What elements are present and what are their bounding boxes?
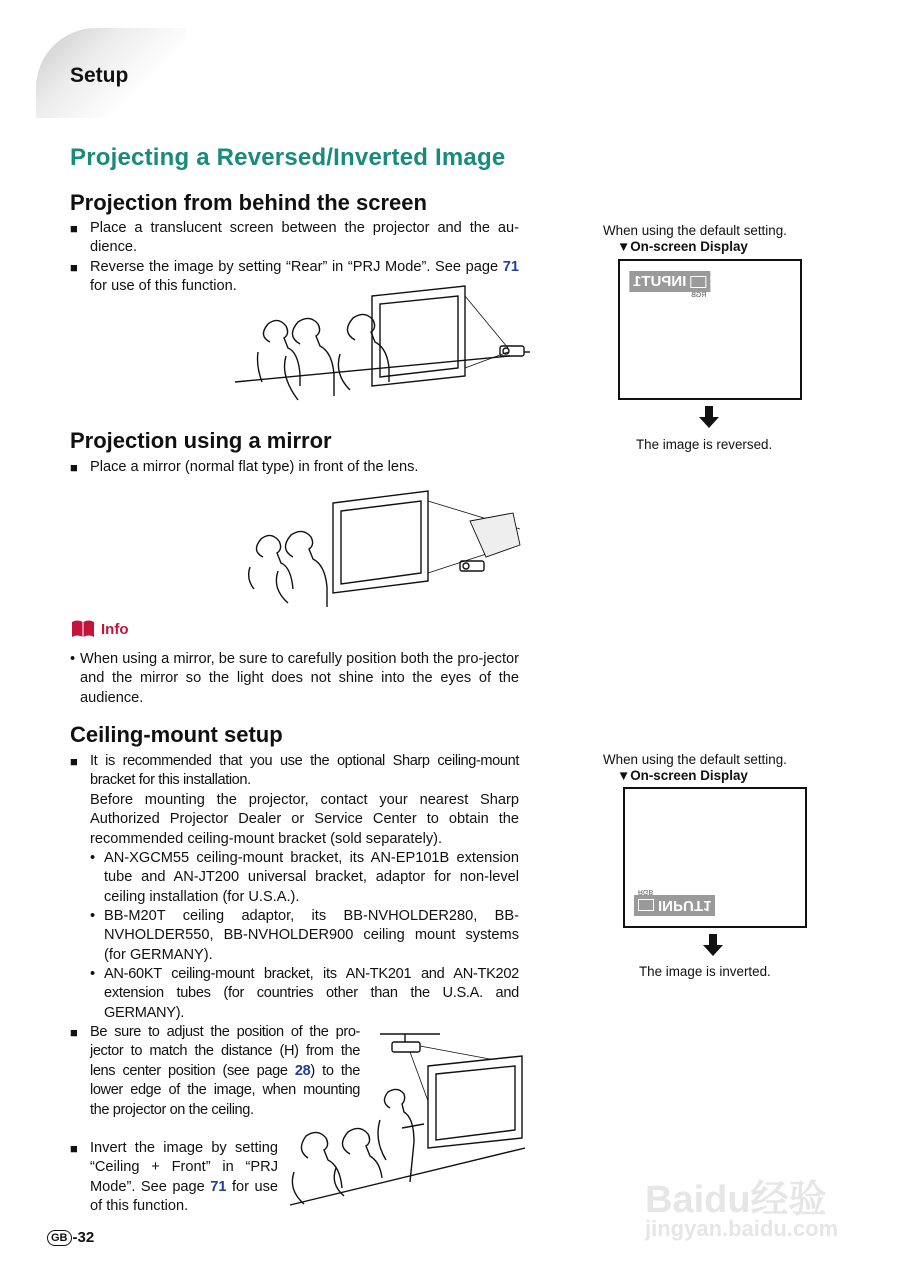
mirror-bullet-1: ■ Place a mirror (normal flat type) in front of the lens. xyxy=(70,458,519,477)
info-label: Info xyxy=(101,621,129,638)
rear-bullet-1: ■ Place a translucent screen between the projector and the au-dience. xyxy=(70,219,519,258)
osd2-result: The image is inverted. xyxy=(639,964,771,979)
osd1-caption: When using the default setting. xyxy=(603,223,787,238)
mirror-heading: Projection using a mirror xyxy=(70,428,332,453)
region-badge: GB xyxy=(47,1230,72,1246)
monitor-icon xyxy=(690,276,706,288)
ceiling-heading: Ceiling-mount setup xyxy=(70,722,283,747)
osd2-subcaption: ▼On-screen Display xyxy=(617,768,748,783)
osd2-screen xyxy=(623,787,807,928)
osd1-screen xyxy=(618,259,802,400)
osd2-signal-label: RGB xyxy=(638,888,654,895)
osd1-input-overlay xyxy=(629,271,710,299)
ceiling-bullet-2: ■ Be sure to adjust the position of the pro-jector to match the distance (H) from the lens center position (see page 28) to the lower edge of the image, when mounting the projector on the ceiling. xyxy=(70,1023,360,1120)
rear-heading: Projection from behind the screen xyxy=(70,190,427,215)
ceiling-mount-illustration xyxy=(280,1030,525,1220)
square-bullet-icon: ■ xyxy=(70,1025,78,1040)
section-label: Setup xyxy=(70,64,129,87)
ceiling-bullet-3: ■ Invert the image by setting “Ceiling + Front” in “PRJ Mode”. See page 71 for use of this function. xyxy=(70,1139,278,1217)
watermark-url: jingyan.baidu.com xyxy=(645,1216,839,1241)
osd2-caption: When using the default setting. xyxy=(603,752,787,767)
page-link-71[interactable]: 71 xyxy=(502,259,519,275)
osd2-input-overlay xyxy=(634,888,715,916)
osd2-input-label: INPUT1 xyxy=(658,897,712,914)
osd1-input-label: INPUT1 xyxy=(633,273,687,290)
ceiling-subitem-1: • AN-XGCM55 ceiling-mount bracket, its AN-EP101B extension tube and AN-JT200 universal bracket, adaptor for non-level ceiling installation (for U.S.A.). xyxy=(90,849,519,907)
square-bullet-icon: ■ xyxy=(70,1141,78,1156)
mirror-projection-illustration xyxy=(238,485,528,611)
ceiling-subitem-2: • BB-M20T ceiling adaptor, its BB-NVHOLDER280, BB-NVHOLDER550, BB-NVHOLDER900 ceiling mount systems (for GERMANY). xyxy=(90,907,519,965)
square-bullet-icon: ■ xyxy=(70,260,78,275)
square-bullet-icon: ■ xyxy=(70,221,78,236)
page-number xyxy=(47,1229,94,1246)
down-arrow-icon xyxy=(701,932,725,958)
osd1-result: The image is reversed. xyxy=(636,437,773,452)
info-book-icon xyxy=(70,619,96,639)
rear-bullet-2: ■ Reverse the image by setting “Rear” in “PRJ Mode”. See page 71 for use of this function. xyxy=(70,258,519,297)
ceiling-subitem-3: • AN-60KT ceiling-mount bracket, its AN-TK201 and AN-TK202 extension tubes (for countries other than the U.S.A. and GERMANY). xyxy=(90,965,519,1023)
page-number-value: -32 xyxy=(72,1229,95,1246)
down-arrow-icon xyxy=(697,404,721,430)
bullet-dot: • xyxy=(90,908,96,924)
info-note: • When using a mirror, be sure to carefully position both the pro-jector and the mirror so the light does not shine into the eyes of the audience. xyxy=(70,650,519,708)
ceiling-bullet-1: ■ It is recommended that you use the optional Sharp ceiling-mount bracket for this installation. xyxy=(70,752,519,791)
bullet-dot: • xyxy=(90,850,96,866)
square-bullet-icon: ■ xyxy=(70,754,78,769)
bullet-dot: • xyxy=(70,651,76,667)
square-bullet-icon: ■ xyxy=(70,460,78,475)
monitor-icon xyxy=(638,900,654,912)
bullet-dot: • xyxy=(90,966,96,982)
rear-projection-illustration xyxy=(230,282,535,412)
osd1-subcaption: ▼On-screen Display xyxy=(617,239,748,254)
page-link-28[interactable]: 28 xyxy=(294,1062,311,1079)
page-link-71-ceiling[interactable]: 71 xyxy=(210,1178,227,1195)
page-title: Projecting a Reversed/Inverted Image xyxy=(70,144,506,171)
ceiling-dealer-note: Before mounting the projector, contact your nearest Sharp Authorized Projector Dealer or Service Center to obtain the recommended ceiling-mount bracket (sold separately). xyxy=(90,792,519,847)
watermark-brand: Baidu经验 xyxy=(645,1179,827,1221)
osd1-signal-label: RGB xyxy=(691,292,707,299)
